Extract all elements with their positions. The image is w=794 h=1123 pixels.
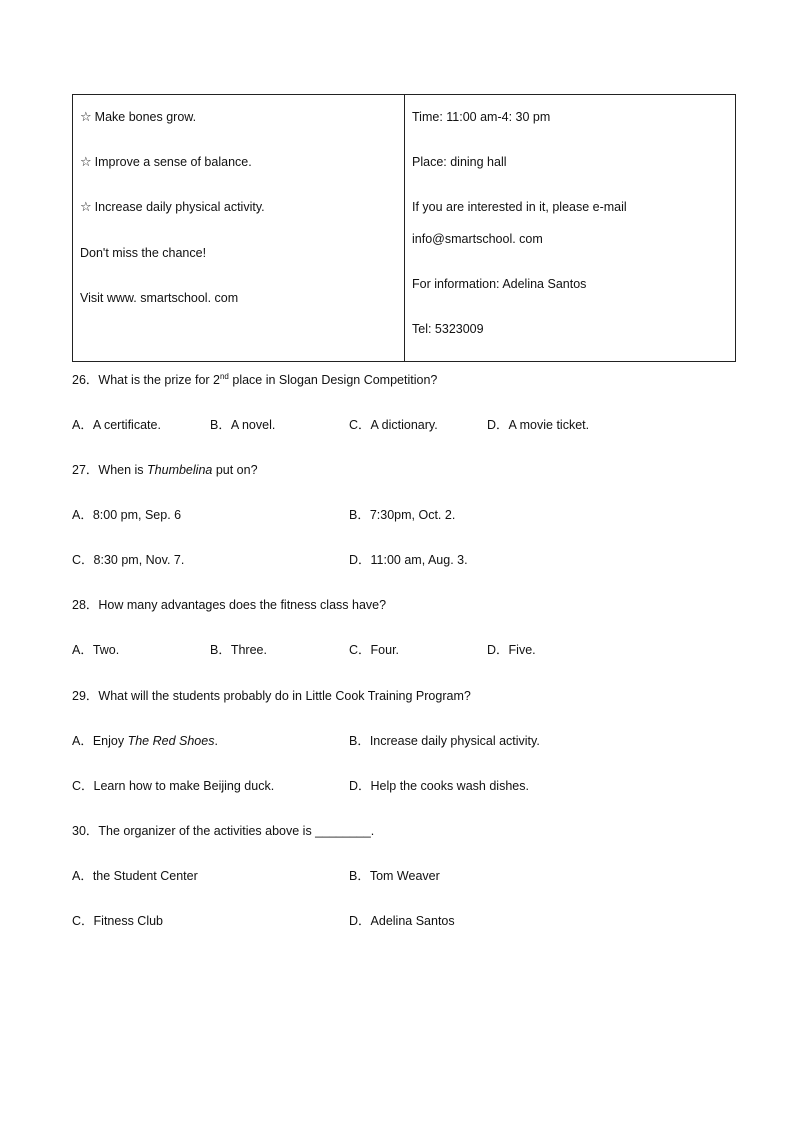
bullet-item: ☆ Increase daily physical activity. — [80, 200, 265, 215]
option-29-c: C．Learn how to make Beijing duck. — [72, 779, 275, 793]
option-27-a: A．8:00 pm, Sep. 6 — [72, 508, 182, 522]
option-26-a: A．A certificate. — [72, 418, 161, 432]
option-27-d: D．11:00 am, Aug. 3. — [349, 553, 468, 567]
option-29-d: D．Help the cooks wash dishes. — [349, 779, 529, 793]
option-30-c: C．Fitness Club — [72, 914, 163, 928]
option-27-c: C．8:30 pm, Nov. 7. — [72, 553, 185, 567]
option-26-d: D．A movie ticket. — [487, 418, 590, 432]
star-icon: ☆ — [80, 200, 92, 215]
option-26-b: B．A novel. — [210, 418, 276, 432]
interest-text: If you are interested in it, please e-mail — [412, 200, 627, 214]
time-text: Time: 11:00 am-4: 30 pm — [412, 110, 551, 124]
option-28-c: C．Four. — [349, 643, 400, 657]
bullet-item: ☆ Make bones grow. — [80, 110, 197, 125]
contact-text: For information: Adelina Santos — [412, 277, 587, 291]
question-30: 30．The organizer of the activities above is ________. — [72, 824, 375, 838]
option-29-b: B．Increase daily physical activity. — [349, 734, 540, 748]
star-icon: ☆ — [80, 155, 92, 170]
option-30-b: B．Tom Weaver — [349, 869, 440, 883]
question-26: 26．What is the prize for 2nd place in Slogan Design Competition? — [72, 371, 438, 387]
bullet-item: ☆ Improve a sense of balance. — [80, 155, 252, 170]
left-cell — [73, 95, 405, 361]
option-28-a: A．Two. — [72, 643, 120, 657]
option-28-b: B．Three. — [210, 643, 267, 657]
star-icon: ☆ — [80, 110, 92, 125]
info-table — [72, 94, 736, 362]
option-28-d: D．Five. — [487, 643, 536, 657]
option-30-a: A．the Student Center — [72, 869, 198, 883]
question-28: 28．How many advantages does the fitness class have? — [72, 598, 387, 612]
option-26-c: C．A dictionary. — [349, 418, 438, 432]
email-text: info@smartschool. com — [412, 232, 543, 246]
option-27-b: B．7:30pm, Oct. 2. — [349, 508, 456, 522]
place-text: Place: dining hall — [412, 155, 507, 169]
right-cell — [405, 95, 735, 361]
option-29-a: A．Enjoy The Red Shoes. — [72, 734, 218, 748]
question-29: 29．What will the students probably do in Little Cook Training Program? — [72, 689, 471, 703]
chance-text: Don't miss the chance! — [80, 246, 207, 260]
question-27: 27．When is Thumbelina put on? — [72, 463, 258, 477]
website-text: Visit www. smartschool. com — [80, 291, 239, 305]
option-30-d: D．Adelina Santos — [349, 914, 455, 928]
tel-text: Tel: 5323009 — [412, 322, 484, 336]
